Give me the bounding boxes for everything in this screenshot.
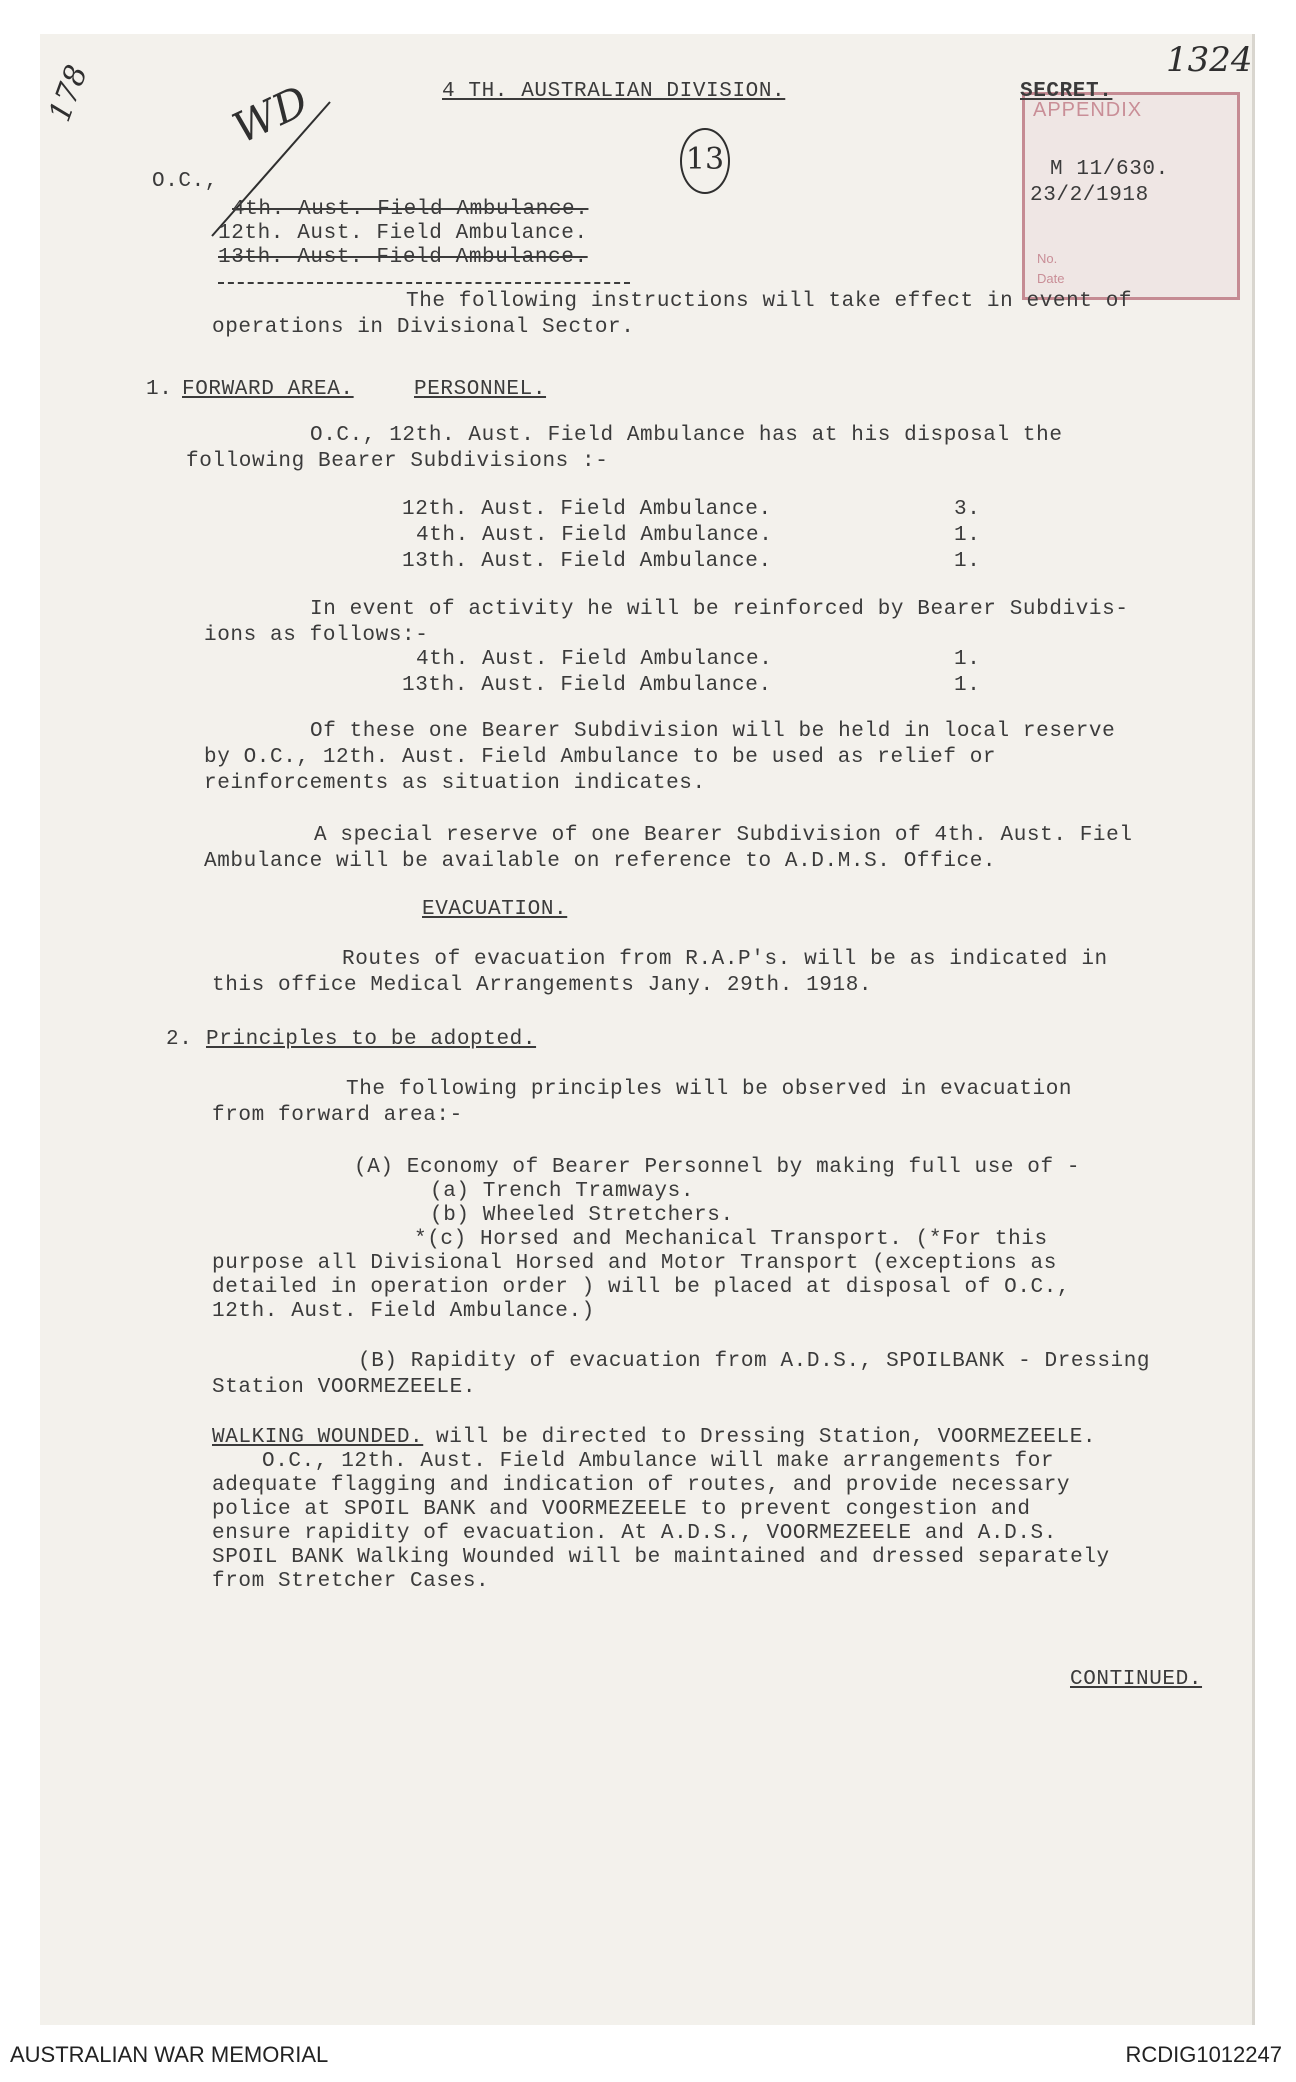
addressee-oc: O.C., — [152, 170, 219, 193]
walking-line-4: police at SPOIL BANK and VOORMEZEELE to prevent congestion and — [212, 1498, 1031, 1521]
evac-para-line-1: Routes of evacuation from R.A.P's. will be as indicated in — [342, 948, 1108, 971]
section-1-subheading: PERSONNEL. — [414, 378, 547, 401]
classification: SECRET. — [1020, 80, 1113, 103]
s2-para1-line-2: from forward area:- — [212, 1104, 463, 1127]
s1-para1-line-1: O.C., 12th. Aust. Field Ambulance has at his disposal the — [310, 424, 1063, 447]
intro-line-2: operations in Divisional Sector. — [212, 316, 635, 339]
divider-line — [218, 282, 630, 284]
principle-b-line-2: Station VOORMEZEELE. — [212, 1376, 477, 1399]
table1-count-3: 1. — [954, 550, 981, 573]
table2-unit-1: 4th. Aust. Field Ambulance. — [416, 648, 773, 671]
evacuation-heading: EVACUATION. — [422, 898, 568, 921]
principle-a-item-c: *(c) Horsed and Mechanical Transport. (*For this — [414, 1228, 1048, 1251]
document-date: 23/2/1918 — [1030, 184, 1149, 207]
s1-para2-line-2: ions as follows:- — [204, 624, 429, 647]
walking-line-7: from Stretcher Cases. — [212, 1570, 490, 1593]
walking-line-1: will be directed to Dressing Station, VOORMEZEELE. — [436, 1426, 1097, 1449]
walking-wounded-label: WALKING WOUNDED. — [212, 1426, 424, 1449]
addressee-unit: 12th. Aust. Field Ambulance. — [218, 222, 588, 245]
principle-b-line-1: (B) Rapidity of evacuation from A.D.S., SPOILBANK - Dressing — [358, 1350, 1151, 1373]
intro-line-1: The following instructions will take effect in event of — [406, 290, 1133, 313]
s1-para4-line-2: Ambulance will be available on reference to A.D.M.S. Office. — [204, 850, 997, 873]
stamp-date-label: Date — [1037, 271, 1065, 286]
walking-line-3: adequate flagging and indication of routes, and provide necessary — [212, 1474, 1071, 1497]
table1-count-2: 1. — [954, 524, 981, 547]
principle-a-cont-3: 12th. Aust. Field Ambulance.) — [212, 1300, 595, 1323]
addressee-struck-13th: 13th. Aust. Field Ambulance. — [218, 246, 588, 269]
section-2-heading: Principles to be adopted. — [206, 1028, 537, 1051]
principle-a-item-a: (a) Trench Tramways. — [430, 1180, 695, 1203]
section-2-number: 2. — [166, 1028, 193, 1051]
division-title: 4 TH. AUSTRALIAN DIVISION. — [442, 80, 786, 103]
continued-label: CONTINUED. — [1070, 1668, 1203, 1691]
s1-para3-line-1: Of these one Bearer Subdivision will be held in local reserve — [310, 720, 1116, 743]
table1-count-1: 3. — [954, 498, 981, 521]
table1-unit-2: 4th. Aust. Field Ambulance. — [416, 524, 773, 547]
table2-count-1: 1. — [954, 648, 981, 671]
page-number-right: 1324 — [1166, 40, 1253, 80]
section-1-number: 1. — [146, 378, 173, 401]
principle-a-cont-2: detailed in operation order ) will be placed at disposal of O.C., — [212, 1276, 1071, 1299]
table2-count-2: 1. — [954, 674, 981, 697]
circled-number-text: 13 — [685, 142, 725, 177]
s1-para3-line-2: by O.C., 12th. Aust. Field Ambulance to be used as relief or — [204, 746, 997, 769]
stamp-title: APPENDIX — [1033, 99, 1143, 121]
document-page — [40, 34, 1255, 2025]
table2-unit-2: 13th. Aust. Field Ambulance. — [402, 674, 772, 697]
principle-a-item-b: (b) Wheeled Stretchers. — [430, 1204, 734, 1227]
table1-unit-3: 13th. Aust. Field Ambulance. — [402, 550, 772, 573]
walking-line-5: ensure rapidity of evacuation. At A.D.S., VOORMEZEELE and A.D.S. — [212, 1522, 1057, 1545]
s2-para1-line-1: The following principles will be observed in evacuation — [346, 1078, 1073, 1101]
evac-para-line-2: this office Medical Arrangements Jany. 29th. 1918. — [212, 974, 873, 997]
stamp-no-label: No. — [1037, 251, 1058, 266]
principle-a-cont-1: purpose all Divisional Horsed and Motor Transport (exceptions as — [212, 1252, 1057, 1275]
footer-left: AUSTRALIAN WAR MEMORIAL — [10, 2042, 329, 2067]
circled-number — [680, 128, 730, 194]
section-1-heading: FORWARD AREA. — [182, 378, 354, 401]
walking-line-6: SPOIL BANK Walking Wounded will be maintained and dressed separately — [212, 1546, 1110, 1569]
s1-para1-line-2: following Bearer Subdivisions :- — [186, 450, 609, 473]
s1-para2-line-1: In event of activity he will be reinforced by Bearer Subdivis- — [310, 598, 1129, 621]
reference-number: M 11/630. — [1050, 158, 1169, 181]
principle-a: (A) Economy of Bearer Personnel by making full use of - — [354, 1156, 1081, 1179]
s1-para4-line-1: A special reserve of one Bearer Subdivision of 4th. Aust. Fiel — [314, 824, 1133, 847]
page-number-left: 178 — [42, 60, 95, 127]
footer-right: RCDIG1012247 — [1125, 2042, 1282, 2067]
addressee-struck-4th: 4th. Aust. Field Ambulance. — [232, 198, 589, 221]
walking-line-2: O.C., 12th. Aust. Field Ambulance will make arrangements for — [262, 1450, 1055, 1473]
s1-para3-line-3: reinforcements as situation indicates. — [204, 772, 706, 795]
handwritten-initials: WD — [225, 76, 316, 153]
table1-unit-1: 12th. Aust. Field Ambulance. — [402, 498, 772, 521]
